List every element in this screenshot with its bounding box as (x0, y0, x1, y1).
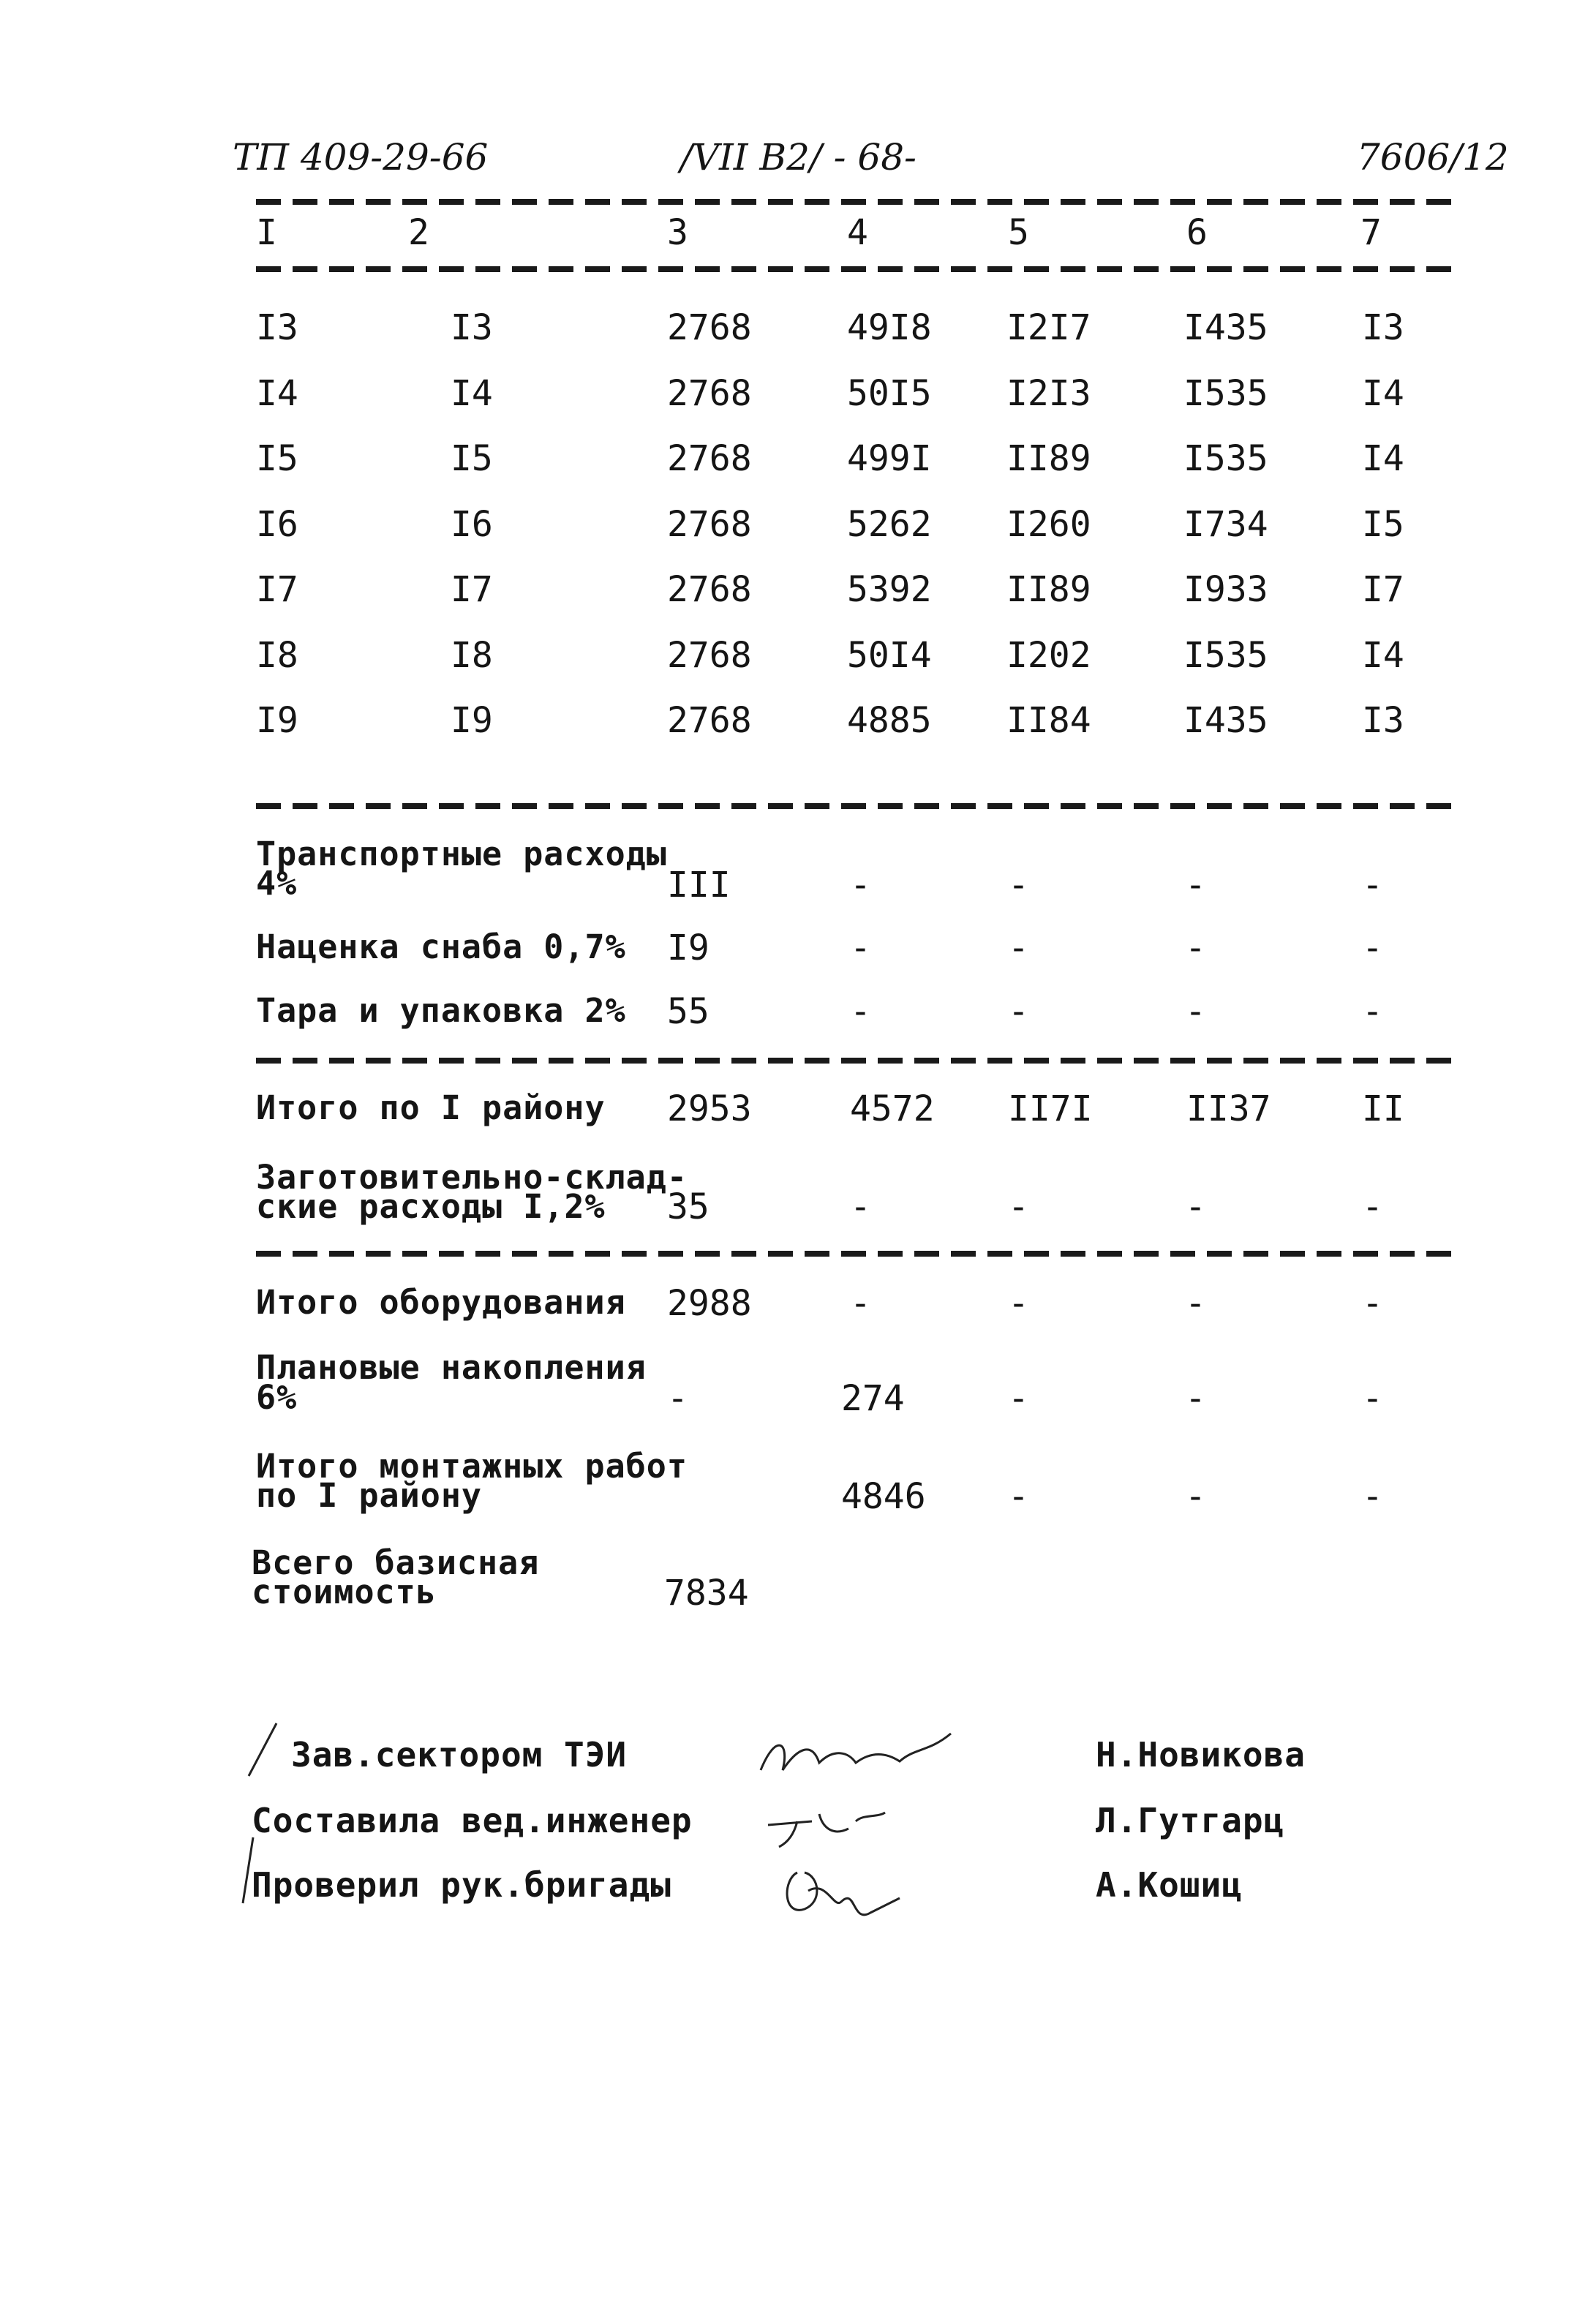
summary-cell: - (1185, 1283, 1206, 1324)
table-cell: 2768 (667, 504, 752, 545)
summary-label: стоимость (252, 1573, 437, 1611)
summary-cell: - (1185, 1378, 1206, 1419)
table-cell: 49I8 (847, 307, 932, 348)
signature-name: Н.Новикова (1096, 1735, 1306, 1775)
table-cell: 2768 (667, 635, 752, 676)
summary-label: Всего базисная (252, 1543, 540, 1582)
summary-cell: - (667, 1378, 688, 1419)
summary-cell: 35 (667, 1186, 709, 1227)
summary-label: 4% (256, 864, 298, 903)
col-header-1: I (256, 212, 277, 253)
table-cell: I5 (451, 438, 493, 479)
table-cell: I4 (1362, 635, 1404, 676)
col-header-7: 7 (1360, 212, 1382, 253)
table-cell: I535 (1183, 635, 1268, 676)
summary-label: Транспортные расходы (256, 835, 667, 873)
header-right-code: 7606/12 (1357, 136, 1509, 178)
summary-cell: - (1185, 991, 1206, 1032)
summary-label: ские расходы I,2% (256, 1187, 606, 1226)
table-cell: I7 (256, 569, 298, 610)
signature-name: Л.Гутгарц (1096, 1801, 1285, 1840)
summary-label: Плановые накопления (256, 1348, 647, 1387)
table-cell: 2768 (667, 307, 752, 348)
summary-cell: - (1185, 1186, 1206, 1227)
summary-cell: - (1362, 1283, 1383, 1324)
summary-cell: 4846 (841, 1476, 926, 1517)
col-header-6: 6 (1186, 212, 1208, 253)
table-cell: I3 (451, 307, 493, 348)
table-cell: I260 (1006, 504, 1091, 545)
table-cell: I4 (451, 373, 493, 414)
table-cell: I7 (1362, 569, 1404, 610)
table-cell: 2768 (667, 438, 752, 479)
summary-cell: 2988 (667, 1283, 752, 1324)
table-cell: I6 (256, 504, 298, 545)
summary-cell: - (1362, 865, 1383, 906)
table-cell: I3 (256, 307, 298, 348)
summary-cell: - (850, 1186, 871, 1227)
table-cell: I734 (1183, 504, 1268, 545)
summary-cell: 7834 (664, 1573, 749, 1614)
summary-cell: - (1185, 1476, 1206, 1517)
table-cell: II89 (1006, 438, 1091, 479)
summary-label: Итого по I району (256, 1088, 606, 1127)
table-cell: I4 (256, 373, 298, 414)
col-header-5: 5 (1008, 212, 1029, 253)
table-cell: I9 (451, 700, 493, 741)
table-cell: 2768 (667, 373, 752, 414)
divider (256, 1251, 1463, 1257)
table-cell: I7 (451, 569, 493, 610)
summary-cell: 55 (667, 991, 709, 1032)
summary-cell: - (1008, 991, 1029, 1032)
table-cell: 4885 (847, 700, 932, 741)
summary-cell: - (1008, 1476, 1029, 1517)
signature-position: Проверил рук.бригады (252, 1865, 671, 1905)
table-cell: I5 (1362, 504, 1404, 545)
handwritten-signatures (753, 1719, 987, 1953)
summary-cell: - (1008, 1283, 1029, 1324)
table-cell: I4 (1362, 438, 1404, 479)
divider (256, 803, 1463, 809)
table-cell: I8 (451, 635, 493, 676)
summary-cell: - (1362, 991, 1383, 1032)
divider (256, 266, 1463, 272)
summary-label: Итого оборудования (256, 1283, 626, 1322)
table-cell: 2768 (667, 569, 752, 610)
summary-label: по I району (256, 1476, 483, 1515)
summary-cell: - (1008, 865, 1029, 906)
summary-cell: - (850, 1283, 871, 1324)
summary-cell: I9 (667, 927, 709, 968)
col-header-3: 3 (667, 212, 688, 253)
summary-cell: II (1362, 1088, 1404, 1129)
table-cell: I202 (1006, 635, 1091, 676)
summary-cell: - (1185, 927, 1206, 968)
summary-cell: - (1185, 865, 1206, 906)
table-cell: 50I4 (847, 635, 932, 676)
header-center-code: /VII В2/ - 68- (680, 136, 916, 178)
divider (256, 1058, 1463, 1064)
summary-cell: 274 (841, 1378, 905, 1419)
signature-name: А.Кошиц (1096, 1865, 1243, 1905)
summary-cell: - (850, 927, 871, 968)
table-cell: I8 (256, 635, 298, 676)
divider (256, 199, 1463, 205)
summary-cell: - (850, 865, 871, 906)
summary-cell: - (1362, 1378, 1383, 1419)
table-cell: 499I (847, 438, 932, 479)
table-cell: I6 (451, 504, 493, 545)
table-cell: II89 (1006, 569, 1091, 610)
table-cell: I933 (1183, 569, 1268, 610)
summary-cell: - (1362, 927, 1383, 968)
table-cell: 5262 (847, 504, 932, 545)
col-header-4: 4 (847, 212, 868, 253)
signature-position: Зав.сектором ТЭИ (291, 1735, 628, 1775)
table-cell: I3 (1362, 700, 1404, 741)
summary-label: Заготовительно-склад- (256, 1158, 688, 1197)
summary-cell: 4572 (850, 1088, 935, 1129)
table-cell: I435 (1183, 700, 1268, 741)
summary-label: Итого монтажных работ (256, 1447, 688, 1486)
summary-cell: - (1362, 1476, 1383, 1517)
summary-label: Тара и упаковка 2% (256, 991, 626, 1030)
table-cell: I2I3 (1006, 373, 1091, 414)
summary-cell: - (1008, 1378, 1029, 1419)
table-cell: I435 (1183, 307, 1268, 348)
summary-cell: - (1362, 1186, 1383, 1227)
summary-label: 6% (256, 1378, 298, 1417)
table-cell: I535 (1183, 438, 1268, 479)
table-cell: 2768 (667, 700, 752, 741)
summary-label: Наценка снаба 0,7% (256, 927, 626, 966)
summary-cell: II37 (1186, 1088, 1271, 1129)
signature-position: Составила вед.инженер (252, 1801, 693, 1840)
summary-cell: 2953 (667, 1088, 752, 1129)
summary-cell: - (1008, 927, 1029, 968)
table-cell: I4 (1362, 373, 1404, 414)
table-cell: 5392 (847, 569, 932, 610)
table-cell: 50I5 (847, 373, 932, 414)
col-header-2: 2 (408, 212, 429, 253)
table-cell: I2I7 (1006, 307, 1091, 348)
summary-cell: - (850, 991, 871, 1032)
header-left-code: ТП 409-29-66 (233, 136, 489, 178)
table-cell: II84 (1006, 700, 1091, 741)
table-cell: I5 (256, 438, 298, 479)
summary-cell: III (667, 865, 731, 906)
summary-cell: II7I (1008, 1088, 1093, 1129)
table-cell: I535 (1183, 373, 1268, 414)
table-cell: I9 (256, 700, 298, 741)
table-cell: I3 (1362, 307, 1404, 348)
summary-cell: - (1008, 1186, 1029, 1227)
